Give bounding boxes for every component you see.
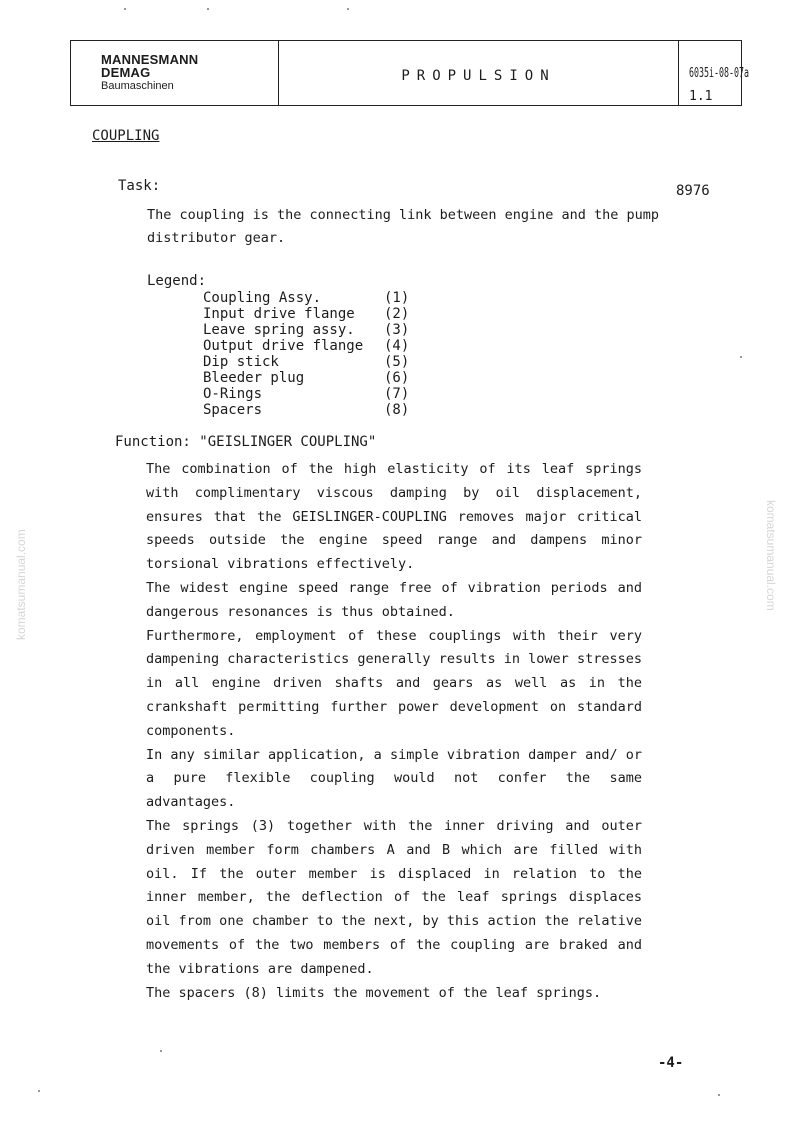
scan-speck	[718, 1094, 720, 1096]
legend-item-number: (5)	[384, 354, 410, 370]
function-paragraph: In any similar application, a simple vibration damper and/ or a pure flexible coupling would not confer the same advantages.	[146, 746, 642, 811]
legend-list	[203, 290, 423, 418]
legend-item-name: Dip stick	[203, 354, 279, 370]
page-header	[70, 40, 749, 106]
company-logo	[71, 41, 279, 105]
legend-item-number: (4)	[384, 338, 410, 354]
legend-item	[203, 290, 423, 306]
scan-speck	[160, 1050, 162, 1052]
legend-item-name: Coupling Assy.	[203, 290, 322, 306]
scan-speck	[347, 8, 349, 10]
function-paragraph: The spacers (8) limits the movement of the leaf springs.	[146, 984, 602, 1001]
header-title: PROPULSION	[279, 41, 679, 105]
page-number: -4-	[658, 1055, 684, 1071]
logo-line-baumaschinen: Baumaschinen	[101, 80, 174, 92]
logo-line-demag: DEMAG	[101, 65, 151, 80]
legend-item-number: (1)	[384, 290, 410, 306]
scan-speck	[38, 1090, 40, 1092]
function-paragraph: Furthermore, employment of these couplings with their very dampening characteristics generally results in lower stresses in all engine driven shafts and gears as well as in the crankshaft permitting further power development on standard components.	[146, 627, 642, 739]
watermark-left: komatsumanual.com	[14, 529, 28, 640]
legend-item-number: (6)	[384, 370, 410, 386]
figure-number: 8976	[676, 183, 710, 199]
task-label: Task:	[118, 178, 161, 194]
watermark-right: komatsumanual.com	[764, 500, 778, 611]
legend-item	[203, 338, 423, 354]
function-description	[146, 458, 642, 1005]
legend-item-name: Input drive flange	[203, 306, 355, 322]
logo-line-mannesmann: MANNESMANN	[101, 52, 199, 67]
section-title: COUPLING	[92, 128, 160, 144]
header-reference	[679, 41, 749, 105]
legend-item-number: (7)	[384, 386, 410, 402]
legend-label: Legend:	[147, 273, 207, 289]
legend-item	[203, 322, 423, 338]
legend-item	[203, 306, 423, 322]
scan-speck	[740, 356, 742, 358]
document-code: 6035i-08-07a	[689, 66, 749, 81]
legend-item-number: (2)	[384, 306, 410, 322]
function-paragraph: The widest engine speed range free of vibration periods and dangerous resonances is thus obtained.	[146, 579, 642, 620]
legend-item-name: O-Rings	[203, 386, 263, 402]
legend-item-name: Output drive flange	[203, 338, 364, 354]
function-paragraph: The springs (3) together with the inner driving and outer driven member form chambers A and B which are filled with oil. If the outer member is displaced in relation to the inner member, the deflection of the leaf springs displaces oil from one chamber to the next, by this action the relative movements of the two members of the coupling are braked and the vibrations are dampened.	[146, 817, 642, 977]
scan-speck	[124, 8, 126, 10]
function-paragraph: The combination of the high elasticity of its leaf springs with complimentary viscous damping by oil displacement, ensures that the GEISLINGER-COUPLING removes major critical speeds outside the engine speed range and dampens minor torsional vibrations effectively.	[146, 461, 642, 573]
function-label: Function: "GEISLINGER COUPLING"	[115, 434, 377, 450]
legend-item-name: Bleeder plug	[203, 370, 305, 386]
legend-item	[203, 370, 423, 386]
legend-item	[203, 386, 423, 402]
legend-item-number: (8)	[384, 402, 410, 418]
task-description: The coupling is the connecting link between engine and the pump distributor gear.	[147, 207, 660, 246]
legend-item-name: Leave spring assy.	[203, 322, 355, 338]
scan-speck	[207, 8, 209, 10]
legend-item	[203, 402, 423, 418]
legend-item	[203, 354, 423, 370]
section-page-ref: 1.1	[689, 89, 713, 104]
legend-item-number: (3)	[384, 322, 410, 338]
legend-item-name: Spacers	[203, 402, 263, 418]
